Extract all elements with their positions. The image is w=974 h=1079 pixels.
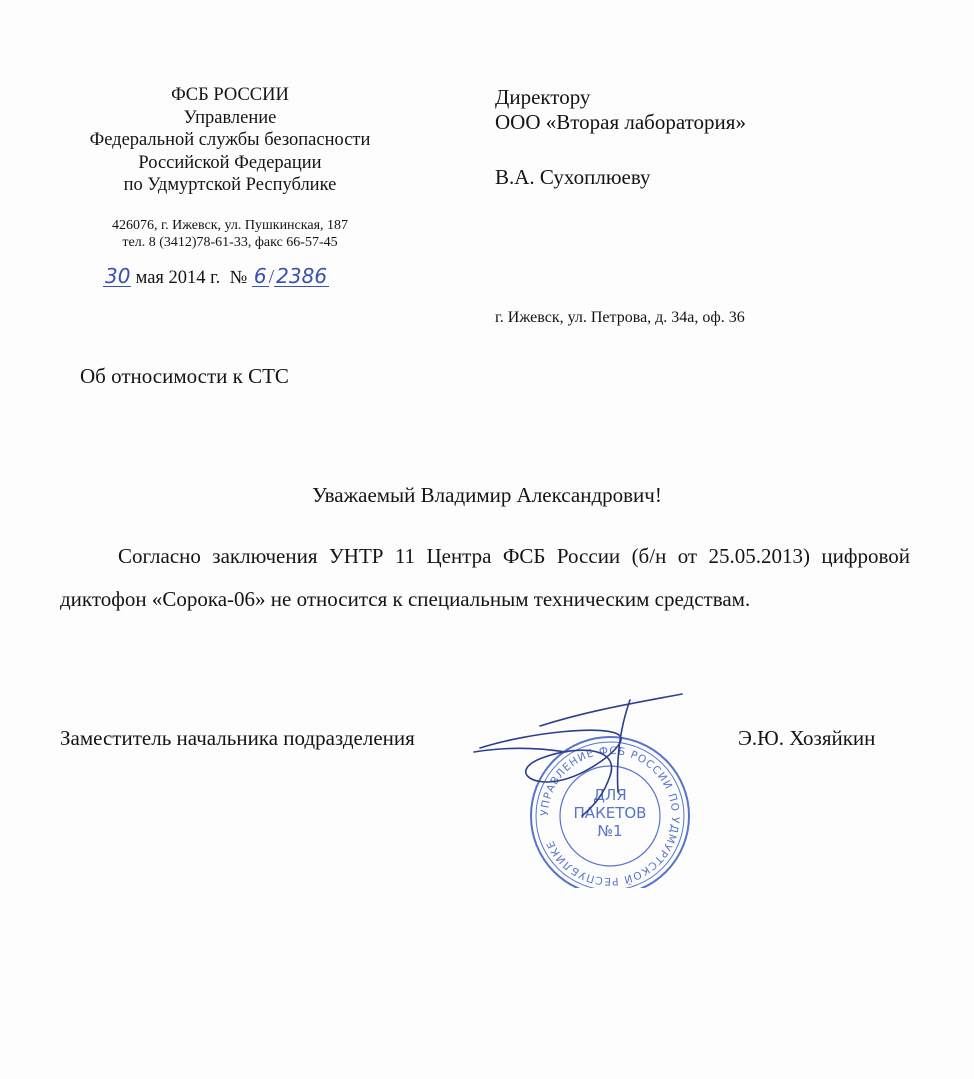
signer-name: Э.Ю. Хозяйкин <box>738 726 876 750</box>
sender-block <box>60 84 400 197</box>
signer-title: Заместитель начальника подразделения <box>60 726 415 750</box>
letter-body <box>60 535 910 621</box>
date-month-year: мая 2014 г. <box>135 268 221 288</box>
salutation: Уважаемый Владимир Александрович! <box>312 483 662 507</box>
sender-country: Российской Федерации <box>138 152 322 173</box>
stamp-center-line2: ПАКЕТОВ <box>573 804 647 822</box>
letter-body-text: Согласно заключения УНТР 11 Центра ФСБ России (б/н от 25.05.2013) цифровой диктофон «Сорока-06» не относится к специальным техническим средствам. <box>60 544 910 611</box>
sender-contacts <box>60 217 400 251</box>
number-sign: № <box>229 268 248 288</box>
stamp-center-line1: ДЛЯ <box>593 786 627 804</box>
stamp-ring-text: УПРАВЛЕНИЕ ФСБ РОССИИ ПО УДМУРТСКОЙ РЕСПУБЛИКЕ <box>538 744 682 888</box>
letter-subject: Об относимости к СТС <box>80 364 289 388</box>
outgoing-number-part2: 2386 <box>276 264 328 288</box>
sender-phone: тел. 8 (3412)78-61-33, факс 66-57-45 <box>122 235 338 250</box>
sender-address: 426076, г. Ижевск, ул. Пушкинская, 187 <box>111 218 349 233</box>
sender-region: по Удмуртской Республике <box>123 175 337 195</box>
stamp-and-signature <box>470 688 730 888</box>
recipient-name: В.А. Сухоплюеву <box>495 165 651 189</box>
recipient-block <box>495 85 746 135</box>
sender-department: Управление <box>183 107 277 128</box>
recipient-position: Директору <box>495 85 591 109</box>
recipient-address: г. Ижевск, ул. Петрова, д. 34а, оф. 36 <box>495 309 745 326</box>
letter-date-line: 30 мая 2014 г. № 6 / 2386 <box>105 264 328 288</box>
outgoing-number-part1: 6 <box>253 264 267 288</box>
sender-service: Федеральной службы безопасности <box>89 130 371 150</box>
sender-agency: ФСБ РОССИИ <box>171 85 289 105</box>
recipient-organization: ООО «Вторая лаборатория» <box>495 110 746 134</box>
stamp-center-line3: №1 <box>597 822 623 840</box>
date-day-handwritten: 30 <box>105 264 131 288</box>
